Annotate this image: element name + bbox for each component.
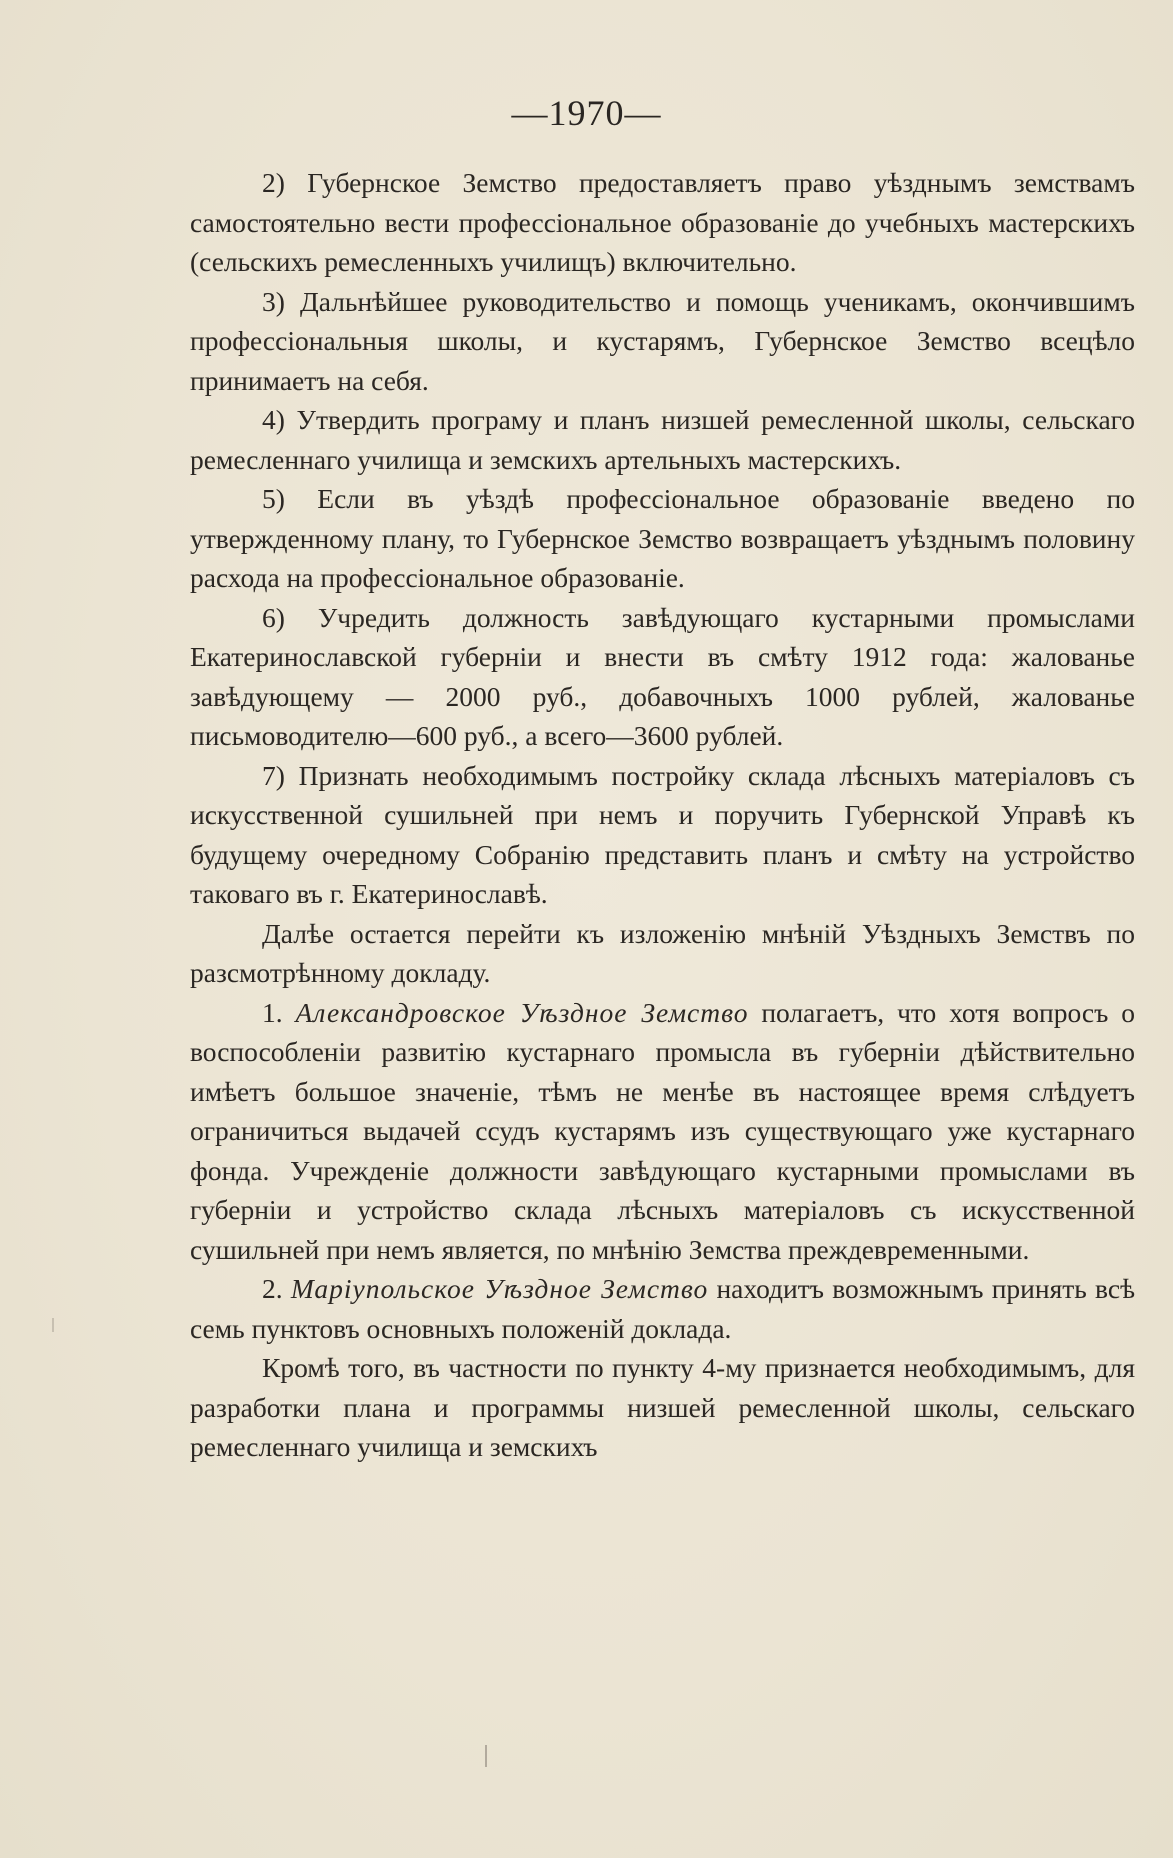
paragraph-body: находитъ возможнымъ принять всѣ семь пунктовъ основныхъ положеній доклада.: [190, 1273, 1135, 1344]
paragraph-point-6: 6) Учредить должность завѣдующаго кустарными промыслами Екатеринославской губерніи и внести въ смѣту 1912 года: жалованье завѣдующему — 2000 руб., добавочныхъ 1000 рублей, жалованье письмоводителю—600 руб., а всего—3600 рублей.: [190, 601, 1135, 751]
paragraph-aleksandrovsk-zemstvo: [190, 993, 1135, 1270]
page-number: —1970—: [511, 93, 662, 133]
zemstvo-name-italic: Александровское Уѣздное Земство: [295, 996, 749, 1028]
paragraph-mariupol-zemstvo: [190, 1269, 1135, 1348]
paragraph-transition: Далѣе остается перейти къ изложенію мнѣній Уѣздныхъ Земствъ по разсмотрѣнному докладу.: [190, 917, 1135, 988]
paragraph-point-4: 4) Утвердить програму и планъ низшей ремесленной школы, сельскаго ремесленнаго училища и земскихъ артельныхъ мастерскихъ.: [190, 404, 1135, 475]
scan-speck: [52, 1318, 54, 1332]
scan-speck: [485, 1745, 487, 1767]
paragraph-point-7: 7) Признать необходимымъ постройку склада лѣсныхъ матеріаловъ съ искусственной сушильней при немъ и поручить Губернской Управѣ къ будущему очередному Собранію представить планъ и смѣту на устройство таковаго въ г. Екатеринославѣ.: [190, 759, 1135, 909]
body-text: [190, 163, 1135, 1467]
paragraph-body: полагаетъ, что хотя вопросъ о воспособленіи развитію кустарнаго промысла въ губерніи дѣйствительно имѣетъ большое значеніе, тѣмъ не менѣе въ настоящее время слѣдуетъ ограничиться выдачей ссудъ кустарямъ изъ существующаго уже кустарнаго фонда. Учрежденіе должности завѣдующаго кустарными промыслами въ губерніи и устройство склада лѣсныхъ матеріаловъ съ искусственной сушильней при немъ является, по мнѣнію Земства преждевременными.: [190, 996, 1135, 1265]
paragraph-point-2: 2) Губернское Земство предоставляетъ право уѣзднымъ земствамъ самостоятельно вести профессіональное образованіе до учебныхъ мастерскихъ (сельскихъ ремесленныхъ училищъ) включительно.: [190, 167, 1135, 277]
paragraph-point-5: 5) Если въ уѣздѣ профессіональное образованіе введено по утвержденному плану, то Губернское Земство возвращаетъ уѣзднымъ половину расхода на профессіональное образованіе.: [190, 483, 1135, 593]
item-number: 1.: [262, 996, 296, 1028]
paragraph-point-3: 3) Дальнѣйшее руководительство и помощь ученикамъ, окончившимъ профессіональныя школы, и кустарямъ, Губернское Земство всецѣло принимаетъ на себя.: [190, 285, 1135, 396]
paragraph-additionally: Кромѣ того, въ частности по пункту 4-му признается необходимымъ, для разработки плана и программы низшей ремесленной школы, сельскаго ремесленнаго училища и земскихъ: [190, 1352, 1135, 1462]
zemstvo-name-italic: Маріупольское Уѣздное Земство: [290, 1273, 709, 1304]
item-number: 2.: [262, 1273, 291, 1304]
